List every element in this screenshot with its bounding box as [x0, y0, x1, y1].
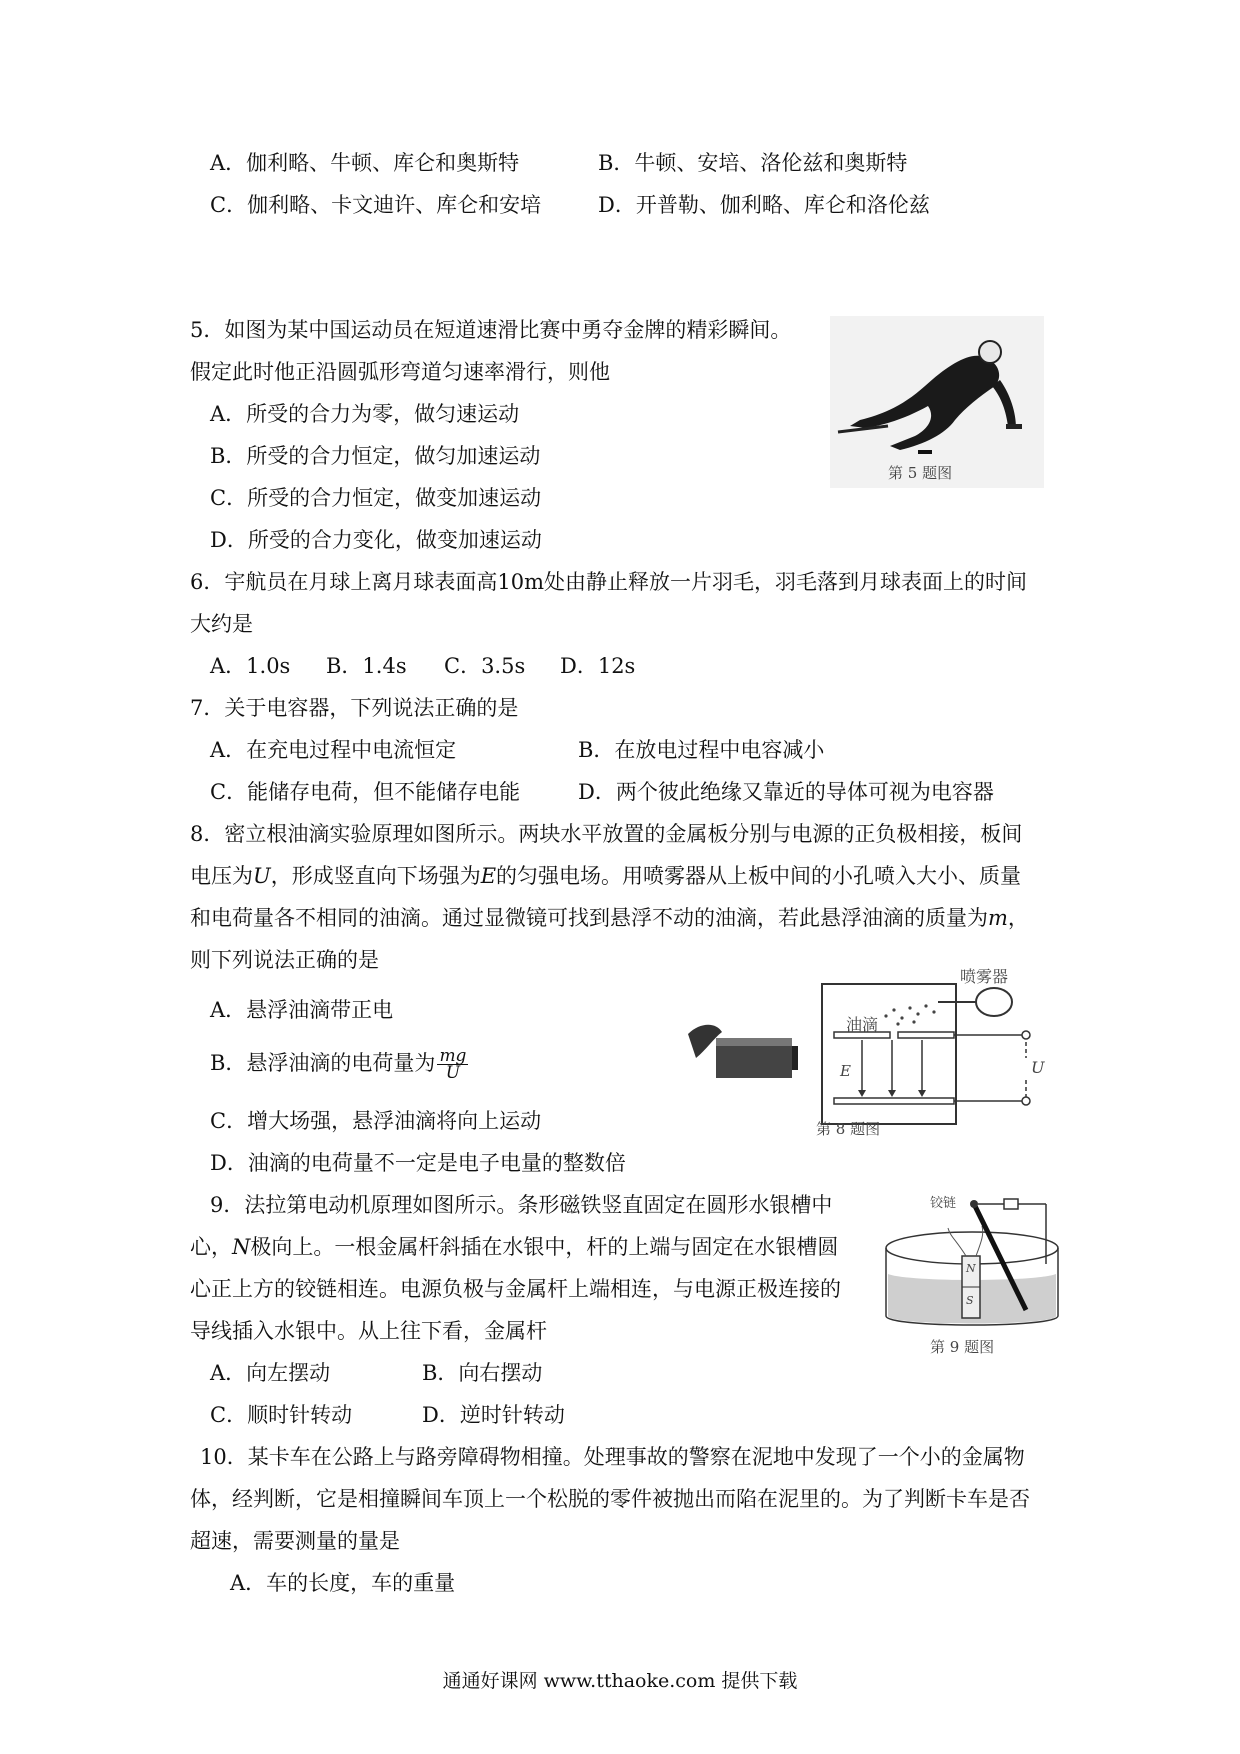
q6-option-d: D．12s — [560, 654, 636, 678]
q9-label-S: S — [966, 1294, 974, 1307]
q5-option-c: C．所受的合力恒定，做变加速运动 — [210, 486, 542, 510]
q9-figure-caption: 第 9 题图 — [930, 1338, 995, 1356]
q6-option-b: B．1.4s — [326, 654, 407, 678]
q5-option-d: D．所受的合力变化，做变加速运动 — [210, 528, 542, 552]
q10-stem-line2: 体，经判断，它是相撞瞬间车顶上一个松脱的零件被抛出而陷在泥里的。为了判断卡车是否 — [190, 1487, 1030, 1511]
q9-stem-line1: 9．法拉第电动机原理如图所示。条形磁铁竖直固定在圆形水银槽中 — [210, 1193, 833, 1217]
page-footer: 通通好课网 www.tthaoke.com 提供下载 — [442, 1670, 798, 1692]
q6-option-a: A．1.0s — [210, 654, 291, 678]
q6-stem-line2: 大约是 — [190, 612, 253, 636]
q8-stem-line3: 和电荷量各不相同的油滴。通过显微镜可找到悬浮不动的油滴，若此悬浮油滴的质量为m， — [190, 906, 1029, 930]
q9-option-d: D．逆时针转动 — [422, 1403, 565, 1427]
q5-option-b: B．所受的合力恒定，做匀加速运动 — [210, 444, 541, 468]
q7-stem: 7．关于电容器，下列说法正确的是 — [190, 696, 519, 720]
q8-stem-line4: 则下列说法正确的是 — [190, 948, 379, 972]
q5-stem-line1: 5．如图为某中国运动员在短道速滑比赛中勇夺金牌的精彩瞬间。 — [190, 318, 792, 342]
q10-stem-line1: 10．某卡车在公路上与路旁障碍物相撞。处理事故的警察在泥地中发现了一个小的金属物 — [200, 1445, 1025, 1469]
q4-option-c: C．伽利略、卡文迪许、库仑和安培 — [210, 193, 542, 217]
q10-option-a: A．车的长度，车的重量 — [230, 1571, 456, 1595]
q8-stem-line1: 8．密立根油滴实验原理如图所示。两块水平放置的金属板分别与电源的正负极相接，板间 — [190, 822, 1023, 846]
q9-stem-line2: 心，N极向上。一根金属杆斜插在水银中，杆的上端与固定在水银槽圆 — [190, 1235, 839, 1259]
q8-stem-line2: 电压为U，形成竖直向下场强为E的匀强电场。用喷雾器从上板中间的小孔喷入大小、质量 — [190, 864, 1022, 888]
q8-option-c: C．增大场强，悬浮油滴将向上运动 — [210, 1109, 542, 1133]
q8-option-a: A．悬浮油滴带正电 — [210, 998, 394, 1022]
q6-stem-line1: 6．宇航员在月球上离月球表面高10m处由静止释放一片羽毛，羽毛落到月球表面上的时间 — [190, 570, 1027, 594]
q4-option-d: D．开普勒、伽利略、库仑和洛伦兹 — [598, 193, 930, 217]
q9-figure-faraday-motor — [878, 1190, 1066, 1358]
q5-figure-skater — [830, 316, 1044, 488]
q4-option-a: A．伽利略、牛顿、库仑和奥斯特 — [210, 151, 520, 175]
q8-label-E: E — [840, 1062, 851, 1080]
q8-figure-millikan — [676, 958, 1056, 1140]
q10-stem-line3: 超速，需要测量的量是 — [190, 1529, 400, 1553]
q4-option-b: B．牛顿、安培、洛伦兹和奥斯特 — [598, 151, 908, 175]
q9-option-b: B．向右摆动 — [422, 1361, 543, 1385]
q7-option-b: B．在放电过程中电容减小 — [578, 738, 825, 762]
q8-fraction: $\frac{mg}{U}$ — [439, 1046, 467, 1083]
q8-option-b: B．悬浮油滴的电荷量为 $\frac{mg}{U}$ — [210, 1046, 467, 1083]
q6-option-c: C．3.5s — [444, 654, 526, 678]
q9-stem-line3: 心正上方的铰链相连。电源负极与金属杆上端相连，与电源正极连接的 — [190, 1277, 841, 1301]
q9-label-N: N — [966, 1262, 976, 1275]
q5-figure-caption: 第 5 题图 — [888, 464, 953, 482]
q9-label-hinge: 铰链 — [930, 1196, 957, 1211]
q5-stem-line2: 假定此时他正沿圆弧形弯道匀速率滑行，则他 — [190, 360, 610, 384]
q9-option-c: C．顺时针转动 — [210, 1403, 353, 1427]
q5-option-a: A．所受的合力为零，做匀速运动 — [210, 402, 520, 426]
q7-option-d: D．两个彼此绝缘又靠近的导体可视为电容器 — [578, 780, 994, 804]
q8-label-oil-drop: 油滴 — [846, 1015, 879, 1034]
q7-option-a: A．在充电过程中电流恒定 — [210, 738, 457, 762]
q9-option-a: A．向左摆动 — [210, 1361, 331, 1385]
q8-label-U: U — [1031, 1058, 1045, 1077]
q8-figure-caption: 第 8 题图 — [816, 1120, 881, 1138]
q8-option-d: D．油滴的电荷量不一定是电子电量的整数倍 — [210, 1151, 626, 1175]
q7-option-c: C．能储存电荷，但不能储存电能 — [210, 780, 521, 804]
q9-stem-line4: 导线插入水银中。从上往下看，金属杆 — [190, 1319, 547, 1343]
q8-label-sprayer: 喷雾器 — [960, 967, 1009, 986]
